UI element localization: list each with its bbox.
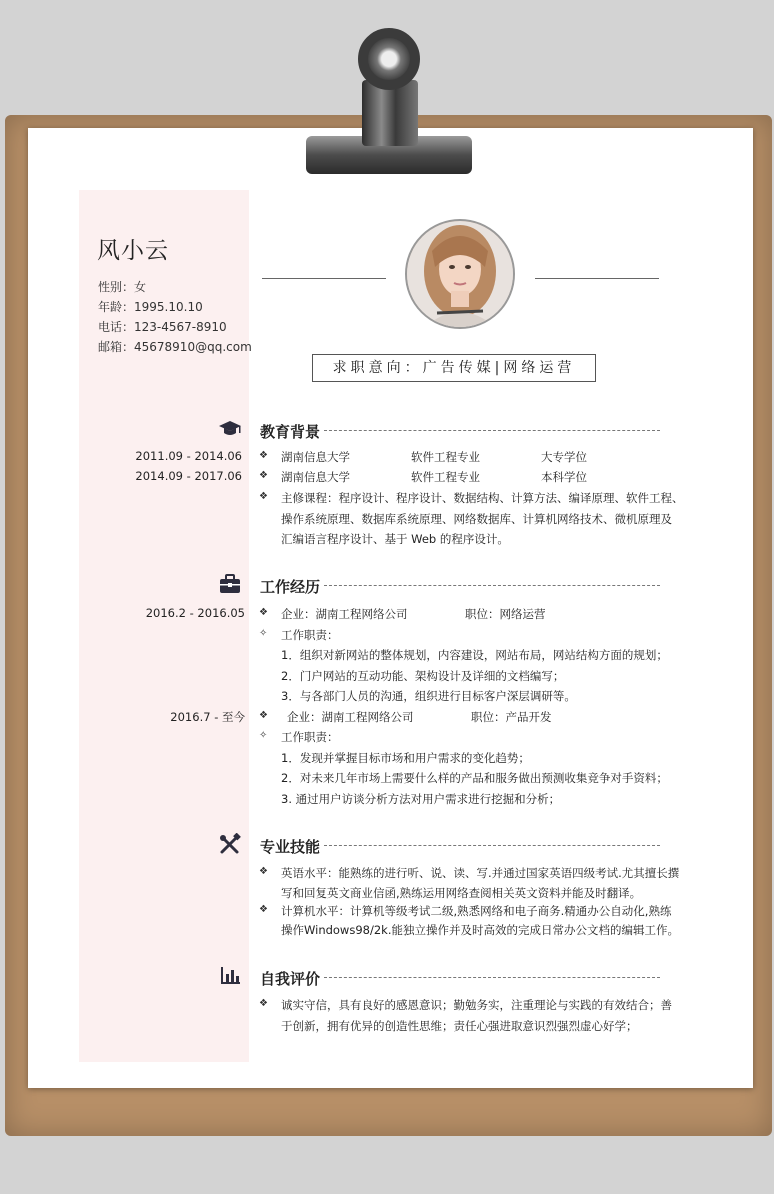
work-position-1: 职位：网络运营 <box>465 607 546 621</box>
skill-2-line-1: 计算机水平：计算机等级考试二级,熟悉网络和电子商务.精通办公自动化,熟练 <box>281 904 672 918</box>
edu-bullet-3: ❖ <box>259 491 268 502</box>
photo-right-line <box>535 278 659 279</box>
photo-left-line <box>262 278 386 279</box>
work-date-2: 2016.7 - 至今 <box>170 710 245 724</box>
edu-degree-1: 大专学位 <box>541 450 587 464</box>
edu-courses-line-3: 汇编语言程序设计、基于 Web 的程序设计。 <box>281 532 509 546</box>
edu-degree-2: 本科学位 <box>541 470 587 484</box>
work-duty-label-1: 工作职责： <box>281 628 339 642</box>
graduation-cap-icon <box>218 418 242 440</box>
age-field: 年龄：1995.10.10 <box>98 300 203 314</box>
work-divider <box>324 585 660 586</box>
work-duty-1-3: 3．与各部门人员的沟通，组织进行目标客户深层调研等。 <box>281 689 576 703</box>
work-duty-bullet-2: ✧ <box>259 730 268 741</box>
self-eval-divider <box>324 977 660 978</box>
edu-courses-line-1: 主修课程：程序设计、程序设计、数据结构、计算方法、编译原理、软件工程、 <box>281 491 684 505</box>
skill-bullet-1: ❖ <box>259 866 268 877</box>
work-duty-2-1: 1．发现并掌握目标市场和用户需求的变化趋势； <box>281 751 530 765</box>
clip-ring-icon <box>358 28 420 90</box>
work-duty-1-1: 1．组织对新网站的整体规划，内容建设，网站布局，网站结构方面的规划； <box>281 648 668 662</box>
gender-field: 性别：女 <box>98 280 147 294</box>
skills-divider <box>324 845 660 846</box>
briefcase-icon <box>218 573 242 595</box>
work-duty-bullet-1: ✧ <box>259 628 268 639</box>
phone-field: 电话：123-4567-8910 <box>98 320 227 334</box>
avatar <box>405 219 515 329</box>
email-field: 邮箱：45678910@qq.com <box>98 340 252 354</box>
self-bullet: ❖ <box>259 998 268 1009</box>
edu-bullet-2: ❖ <box>259 470 268 481</box>
candidate-name: 风小云 <box>97 238 169 264</box>
work-bullet-2: ❖ <box>259 710 268 721</box>
skill-bullet-2: ❖ <box>259 904 268 915</box>
work-title: 工作经历 <box>260 578 321 596</box>
work-duty-2-2: 2．对未来几年市场上需要什么样的产品和服务做出预测收集竞争对手资料； <box>281 771 668 785</box>
tools-icon <box>218 833 242 855</box>
self-eval-line-2: 于创新，拥有优异的创造性思维；责任心强进取意识烈强烈虚心好学； <box>281 1019 638 1033</box>
edu-major-2: 软件工程专业 <box>411 470 480 484</box>
work-duty-label-2: 工作职责： <box>281 730 339 744</box>
bar-chart-icon <box>218 964 242 986</box>
edu-date-1: 2011.09 - 2014.06 <box>135 449 242 463</box>
work-company-2: 企业：湖南工程网络公司 <box>287 710 414 724</box>
skills-title: 专业技能 <box>260 838 321 856</box>
education-divider <box>324 430 660 431</box>
edu-school-1: 湖南信息大学 <box>281 450 350 464</box>
skill-1-line-2: 写和回复英文商业信函,熟练运用网络查阅相关英文资料并能及时翻译。 <box>281 886 642 900</box>
work-bullet-1: ❖ <box>259 607 268 618</box>
work-position-2: 职位：产品开发 <box>471 710 552 724</box>
self-eval-title: 自我评价 <box>260 970 321 988</box>
work-duty-1-2: 2．门户网站的互动功能、架构设计及详细的文档编写； <box>281 669 565 683</box>
edu-date-2: 2014.09 - 2017.06 <box>135 469 242 483</box>
self-eval-line-1: 诚实守信，具有良好的感恩意识；勤勉务实，注重理论与实践的有效结合；善 <box>281 998 672 1012</box>
education-title: 教育背景 <box>260 423 321 441</box>
job-intent-box: 求职意向：广告传媒|网络运营 <box>312 354 596 382</box>
skill-1-line-1: 英语水平：能熟练的进行听、说、读、写.并通过国家英语四级考试.尤其擅长撰 <box>281 866 680 880</box>
edu-bullet-1: ❖ <box>259 450 268 461</box>
edu-courses-line-2: 操作系统原理、数据库系统原理、网络数据库、计算机网络技术、微机原理及 <box>281 512 672 526</box>
edu-school-2: 湖南信息大学 <box>281 470 350 484</box>
edu-major-1: 软件工程专业 <box>411 450 480 464</box>
skill-2-line-2: 操作Windows98/2k.能独立操作并及时高效的完成日常办公文档的编辑工作。 <box>281 923 679 937</box>
work-duty-2-3: 3. 通过用户访谈分析方法对用户需求进行挖掘和分析； <box>281 792 561 806</box>
work-date-1: 2016.2 - 2016.05 <box>145 606 245 620</box>
work-company-1: 企业：湖南工程网络公司 <box>281 607 408 621</box>
